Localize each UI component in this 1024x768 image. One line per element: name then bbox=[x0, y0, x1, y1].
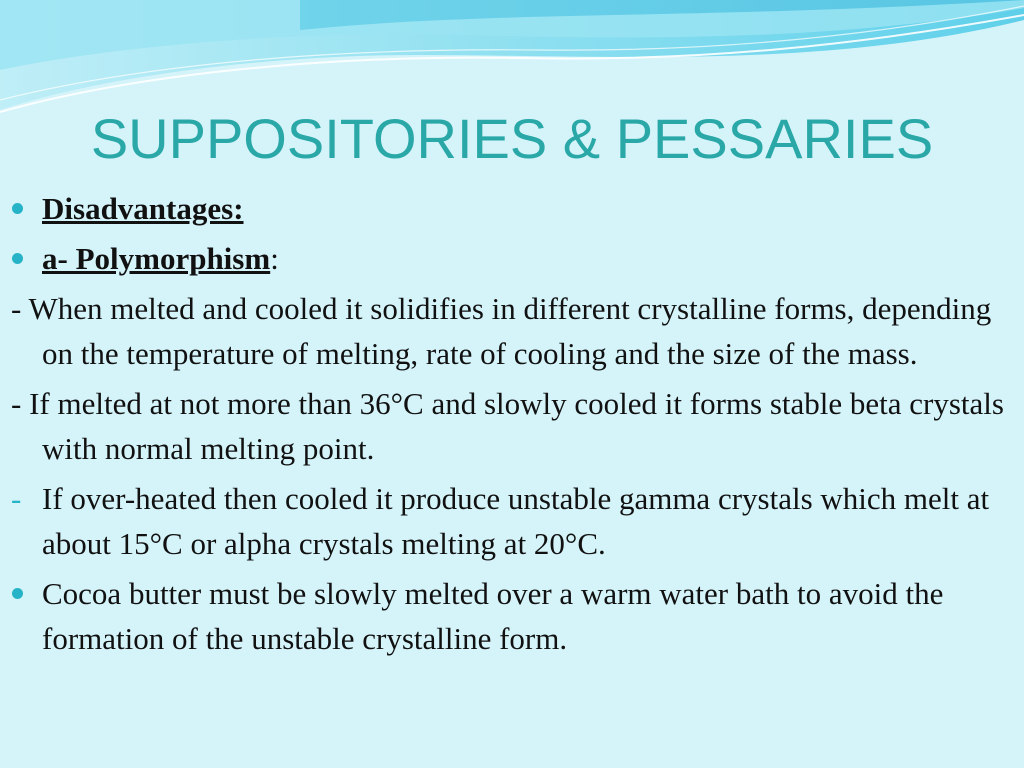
decorative-wave-header bbox=[0, 0, 1024, 120]
paragraph-line1: - When melted and cooled it solidifies in different crystalline forms, depending on the temperature of melting, rate of cooling and the size of the mass. bbox=[11, 291, 992, 371]
bullet-dot-icon bbox=[12, 203, 23, 214]
slide-title: SUPPOSITORIES & PESSARIES bbox=[90, 107, 934, 170]
paragraph-line4: Cocoa butter must be slowly melted over a warm water bath to avoid the formation of the unstable crystalline form. bbox=[42, 576, 944, 656]
heading-disadvantages: Disadvantages: bbox=[42, 191, 244, 226]
bullet-dot-icon bbox=[12, 253, 23, 264]
slide-body bbox=[0, 186, 1010, 666]
paragraph-line2: - If melted at not more than 36°C and slowly cooled it forms stable beta crystals with normal melting point. bbox=[11, 386, 1004, 466]
bullet-cocoa-butter bbox=[0, 571, 1010, 661]
bullet-polymorphism bbox=[0, 236, 1010, 281]
subheading-polymorphism: a- Polymorphism bbox=[42, 241, 271, 276]
paragraph-line3-text: If over-heated then cooled it produce unstable gamma crystals which melt at about 15°C or alpha crystals melting at 20°C. bbox=[42, 481, 990, 561]
subheading-colon: : bbox=[270, 241, 279, 276]
dash-marker: - bbox=[11, 481, 22, 516]
bullet-disadvantages bbox=[0, 186, 1010, 231]
paragraph-line3 bbox=[0, 476, 1010, 566]
bullet-dot-icon bbox=[12, 588, 23, 599]
